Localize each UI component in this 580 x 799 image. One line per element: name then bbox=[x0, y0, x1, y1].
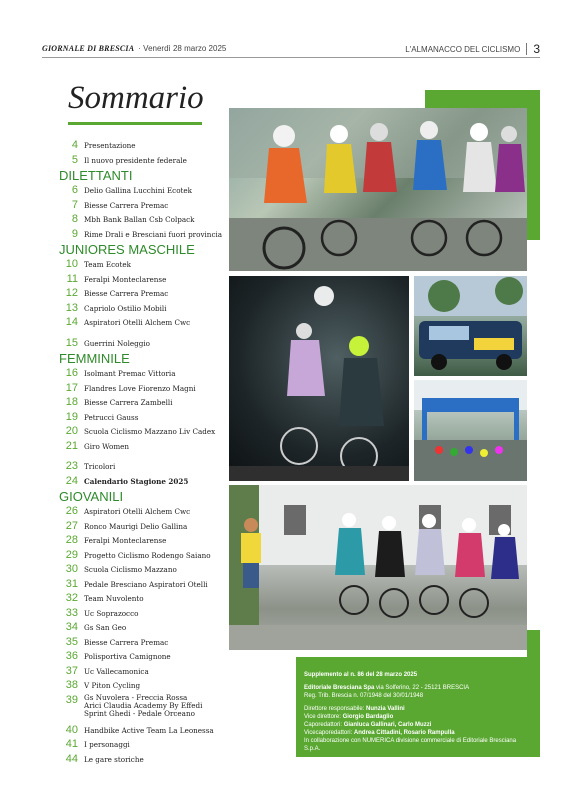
header-right bbox=[405, 42, 540, 56]
section-name: L'ALMANACCO DEL CICLISMO bbox=[405, 44, 521, 54]
toc-entry[interactable] bbox=[62, 650, 232, 665]
header-rule bbox=[42, 57, 540, 58]
toc-label-multi bbox=[84, 694, 202, 718]
toc-label: Progetto Ciclismo Rodengo Saiano bbox=[84, 550, 211, 560]
toc-label: V Piton Cycling bbox=[84, 681, 141, 690]
toc-page: 6 bbox=[71, 184, 78, 196]
toc-label: Le gare storiche bbox=[84, 754, 144, 764]
toc-label: Aspiratori Otelli Alchem Cwc bbox=[84, 318, 191, 327]
toc-label: Team Nuvolento bbox=[84, 594, 144, 603]
toc-entry[interactable] bbox=[62, 273, 232, 288]
toc-label: Handbike Active Team La Leonessa bbox=[84, 725, 214, 735]
toc-label: Petrucci Gauss bbox=[84, 412, 139, 422]
section-heading-juniores: JUNIORES MASCHILE bbox=[59, 242, 195, 257]
editors-names: Gianluca Gallinari, Carlo Muzzi bbox=[343, 722, 432, 728]
issue-date: · Venerdì 28 marzo 2025 bbox=[138, 44, 227, 53]
toc-entry[interactable] bbox=[62, 520, 232, 535]
toc-page: 17 bbox=[65, 381, 78, 394]
toc-entry[interactable] bbox=[62, 665, 232, 680]
toc-entry[interactable] bbox=[62, 549, 232, 564]
toc-page: 32 bbox=[65, 592, 78, 604]
toc-page: 15 bbox=[65, 336, 78, 349]
toc-page: 4 bbox=[71, 139, 78, 151]
director-name: Nunzia Vallini bbox=[366, 706, 405, 712]
toc-label: Scuola Ciclismo Mazzano Liv Cadex bbox=[84, 427, 216, 436]
toc-page: 28 bbox=[65, 534, 78, 546]
toc-page: 41 bbox=[65, 738, 78, 750]
toc-label-line: Gs Nuvolera - Freccia Rossa bbox=[84, 692, 188, 702]
header-left bbox=[42, 44, 226, 53]
toc-page: 14 bbox=[65, 316, 78, 328]
toc-label: Team Ecotek bbox=[84, 260, 131, 269]
toc-page: 21 bbox=[65, 439, 78, 452]
toc-entry[interactable] bbox=[62, 534, 232, 549]
accent-bar-side bbox=[527, 90, 540, 240]
collaboration-line: In collaborazione con NUMERICA divisione commerciale di Editoriale Bresciana S.p.A. bbox=[304, 738, 517, 752]
toc-label: Uc Vallecamonica bbox=[84, 666, 149, 676]
toc-label: Biesse Carrera Premac bbox=[84, 200, 169, 210]
toc-page: 27 bbox=[65, 519, 78, 532]
toc-label: Mbh Bank Ballan Csb Colpack bbox=[84, 215, 195, 224]
toc-page: 33 bbox=[65, 606, 78, 619]
toc-entry[interactable] bbox=[62, 228, 232, 243]
header-divider bbox=[526, 43, 527, 55]
toc-label: Delio Gallina Lucchini Ecotek bbox=[84, 186, 193, 195]
director-label: Direttore responsabile: bbox=[304, 706, 367, 712]
toc-entry[interactable] bbox=[62, 337, 232, 352]
toc-page: 24 bbox=[65, 474, 78, 487]
editors-label: Caporedattori: bbox=[304, 722, 344, 728]
table-of-contents bbox=[59, 139, 232, 767]
colophon-box bbox=[296, 657, 540, 757]
toc-page: 31 bbox=[65, 577, 78, 590]
toc-entry[interactable] bbox=[62, 621, 232, 636]
toc-label: Presentazione bbox=[84, 141, 136, 150]
toc-entry[interactable] bbox=[62, 316, 232, 331]
toc-label: Giro Women bbox=[84, 441, 130, 451]
toc-label: Flandres Love Fiorenzo Magni bbox=[84, 383, 196, 393]
toc-label: Capriolo Ostilio Mobili bbox=[84, 303, 167, 313]
toc-page: 36 bbox=[65, 650, 78, 662]
toc-label: Polisportiva Camignone bbox=[84, 652, 171, 661]
toc-entry[interactable] bbox=[62, 578, 232, 593]
editors-line bbox=[304, 721, 532, 729]
toc-page: 38 bbox=[65, 679, 78, 691]
photo-women-race-art bbox=[229, 108, 527, 271]
toc-entry[interactable] bbox=[62, 592, 232, 607]
page-title: Sommario bbox=[68, 80, 204, 116]
paper-name: GIORNALE DI BRESCIA bbox=[42, 44, 135, 53]
toc-entry[interactable] bbox=[62, 367, 232, 382]
toc-page: 40 bbox=[65, 723, 78, 736]
toc-page: 12 bbox=[65, 287, 78, 299]
toc-entry[interactable] bbox=[62, 213, 232, 228]
toc-label: Biesse Carrera Zambelli bbox=[84, 398, 173, 407]
toc-entry[interactable] bbox=[62, 460, 232, 475]
photo-youth-race-art bbox=[229, 485, 527, 650]
toc-label: Feralpi Monteclarense bbox=[84, 536, 167, 545]
vice-director-name: Giorgio Bardaglio bbox=[342, 714, 394, 720]
toc-entry[interactable] bbox=[62, 184, 232, 199]
toc-label: Aspiratori Otelli Alchem Cwc bbox=[84, 507, 191, 516]
title-underline bbox=[68, 122, 202, 125]
deputy-editors-label: Vicecaporedattori: bbox=[304, 730, 354, 736]
section-heading-giovanili: GIOVANILI bbox=[59, 489, 124, 504]
toc-page: 8 bbox=[71, 213, 78, 225]
toc-label: Guerrini Noleggio bbox=[84, 338, 151, 348]
toc-label: I personaggi bbox=[84, 740, 130, 749]
toc-page: 11 bbox=[66, 272, 78, 285]
photo-team-car-art bbox=[414, 276, 527, 376]
toc-label: Isolmant Premac Vittoria bbox=[84, 369, 176, 378]
toc-page: 23 bbox=[65, 460, 78, 472]
toc-entry[interactable] bbox=[62, 607, 232, 622]
toc-page: 20 bbox=[65, 425, 78, 437]
toc-entry[interactable] bbox=[62, 258, 232, 273]
deputy-editors-line bbox=[304, 729, 532, 737]
photo-race-start-art bbox=[414, 380, 527, 481]
toc-label: Scuola Ciclismo Mazzano bbox=[84, 565, 177, 574]
toc-label: Tricolori bbox=[84, 462, 116, 471]
toc-page: 9 bbox=[71, 227, 78, 240]
toc-entry[interactable] bbox=[62, 382, 232, 397]
toc-page: 7 bbox=[71, 198, 78, 211]
toc-entry[interactable] bbox=[62, 563, 232, 578]
toc-entry[interactable] bbox=[62, 287, 232, 302]
toc-label: Il nuovo presidente federale bbox=[84, 155, 187, 165]
toc-entry[interactable] bbox=[62, 199, 232, 214]
toc-label: Feralpi Monteclarense bbox=[84, 274, 167, 284]
toc-label: Pedale Bresciano Aspiratori Otelli bbox=[84, 579, 208, 589]
toc-label: Biesse Carrera Premac bbox=[84, 637, 169, 647]
publisher-line bbox=[304, 684, 532, 692]
toc-page: 37 bbox=[65, 664, 78, 677]
photo-night-race-art bbox=[229, 276, 409, 481]
toc-page: 34 bbox=[65, 621, 78, 633]
toc-label: Ronco Maurigi Delio Gallina bbox=[84, 521, 188, 531]
section-heading-femminile: FEMMINILE bbox=[59, 351, 130, 366]
toc-page: 5 bbox=[71, 153, 78, 166]
toc-page: 29 bbox=[65, 548, 78, 561]
toc-entry[interactable] bbox=[62, 753, 232, 768]
toc-page: 18 bbox=[65, 396, 78, 408]
toc-page: 10 bbox=[65, 258, 78, 270]
toc-entry[interactable] bbox=[62, 738, 232, 753]
toc-label: Uc Soprazocco bbox=[84, 608, 139, 618]
toc-entry-multi[interactable] bbox=[62, 694, 232, 724]
toc-label: Biesse Carrera Premac bbox=[84, 289, 169, 298]
photo-race-start bbox=[414, 380, 527, 481]
toc-entry[interactable] bbox=[62, 724, 232, 739]
toc-entry[interactable] bbox=[62, 679, 232, 694]
toc-page: 19 bbox=[65, 410, 78, 423]
toc-entry[interactable] bbox=[62, 425, 232, 440]
toc-page: 26 bbox=[65, 505, 78, 517]
toc-entry[interactable] bbox=[62, 440, 232, 455]
toc-label: Gs San Geo bbox=[84, 623, 127, 632]
photo-team-car bbox=[414, 276, 527, 376]
vice-director-label: Vice direttore: bbox=[304, 714, 343, 720]
toc-entry[interactable] bbox=[62, 475, 232, 490]
toc-entry[interactable] bbox=[62, 302, 232, 317]
publisher-name: Editoriale Bresciana Spa bbox=[304, 685, 375, 691]
toc-page: 35 bbox=[65, 635, 78, 648]
section-heading-dilettanti: DILETTANTI bbox=[59, 168, 133, 183]
toc-entry[interactable] bbox=[62, 636, 232, 651]
toc-page: 39 bbox=[65, 693, 78, 706]
photo-night-race bbox=[229, 276, 409, 481]
toc-page: 44 bbox=[65, 752, 78, 765]
publisher-address: via Solferino, 22 - 25121 BRESCIA bbox=[374, 685, 470, 691]
toc-entry[interactable] bbox=[62, 505, 232, 520]
accent-bar-top bbox=[425, 90, 540, 110]
toc-page: 16 bbox=[65, 367, 78, 379]
supplement-line: Supplemento al n. 86 del 28 marzo 2025 bbox=[304, 672, 418, 678]
toc-label: Calendario Stagione 2025 bbox=[84, 476, 189, 486]
registration-line: Reg. Trib. Brescia n. 07/1948 del 30/01/1948 bbox=[304, 693, 424, 699]
toc-label-line: Arici Claudia Academy By Effedi bbox=[84, 700, 203, 710]
toc-entry[interactable] bbox=[62, 139, 232, 154]
toc-entry[interactable] bbox=[62, 396, 232, 411]
vice-director-line bbox=[304, 713, 532, 721]
toc-label-line: Sprint Ghedi - Pedale Orceano bbox=[84, 708, 195, 718]
photo-women-race bbox=[229, 108, 527, 271]
accent-bar-bottom bbox=[527, 630, 540, 658]
toc-label: Rime Drali e Bresciani fuori provincia bbox=[84, 229, 223, 239]
toc-page: 13 bbox=[65, 301, 78, 314]
toc-page: 30 bbox=[65, 563, 78, 575]
deputy-editors-names: Andrea Cittadini, Rosario Rampulla bbox=[353, 730, 455, 736]
photo-youth-race bbox=[229, 485, 527, 650]
director-line bbox=[304, 705, 532, 713]
toc-entry[interactable] bbox=[62, 154, 232, 169]
page-number: 3 bbox=[533, 42, 540, 56]
toc-entry[interactable] bbox=[62, 411, 232, 426]
